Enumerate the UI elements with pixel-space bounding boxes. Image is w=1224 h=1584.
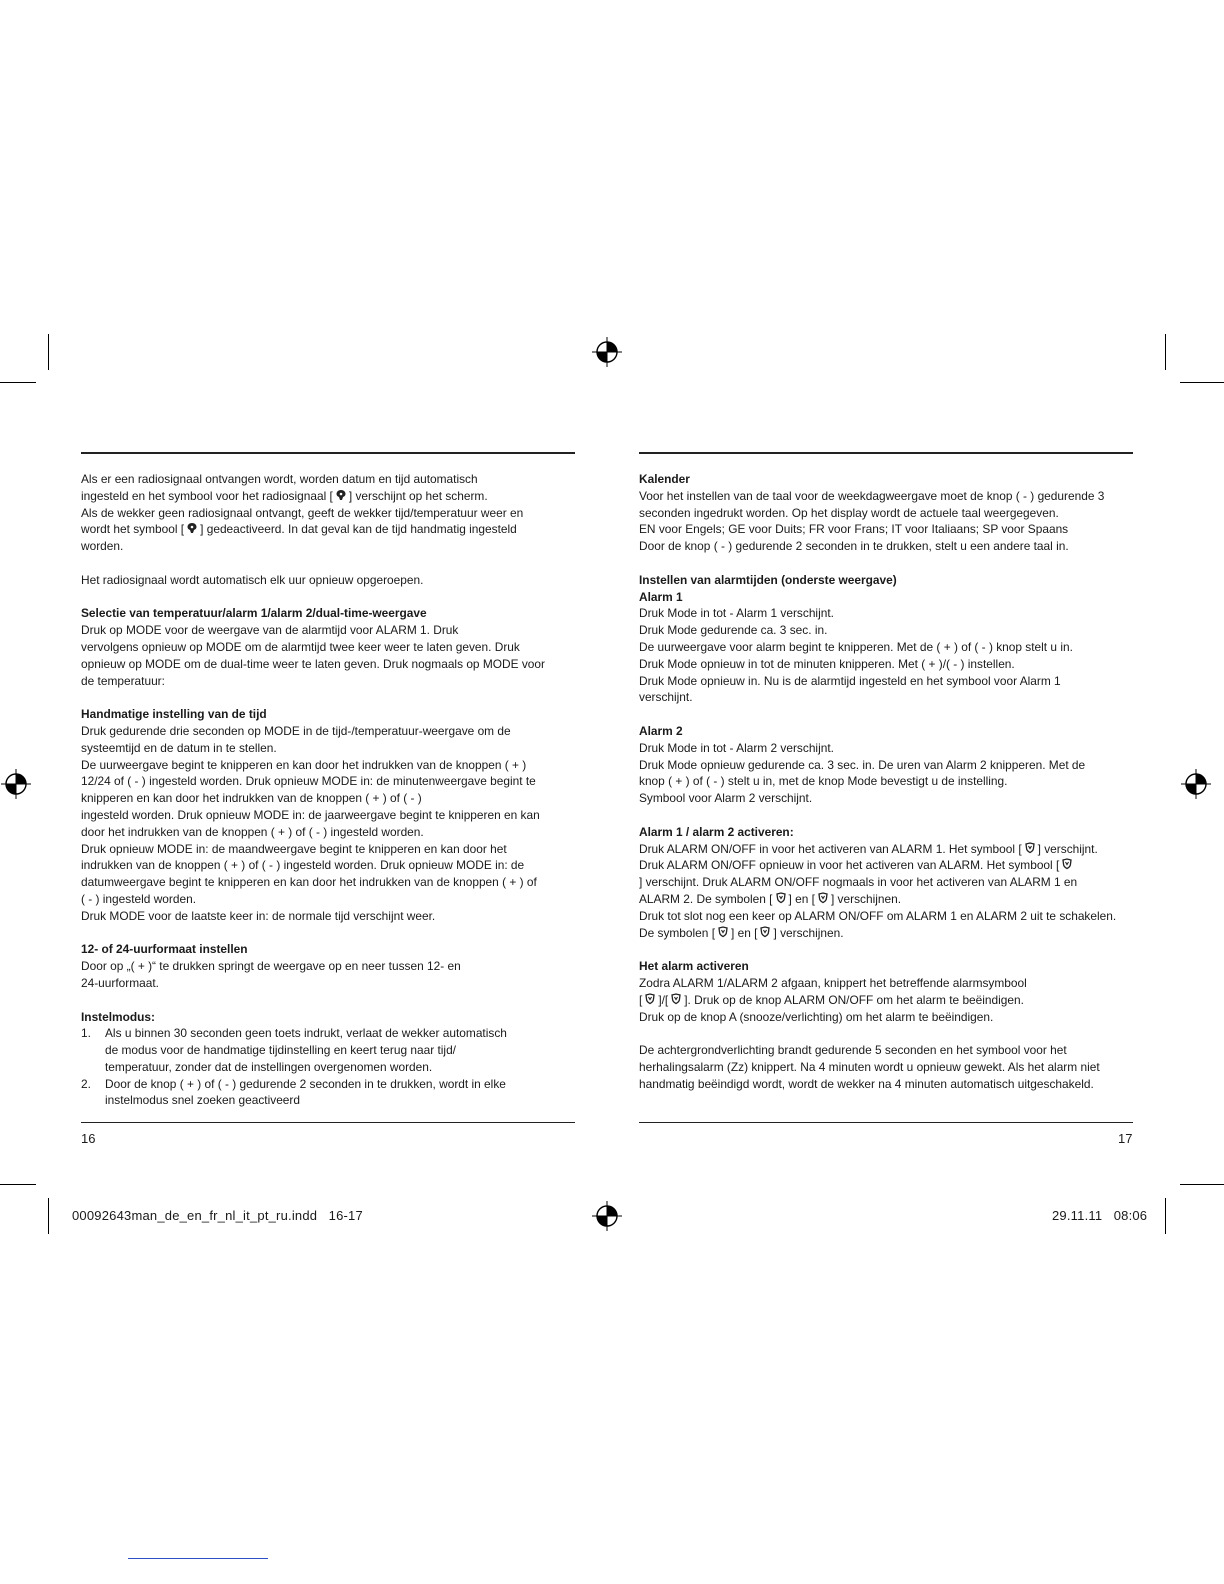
- alarm-bell-icon: [670, 993, 682, 1005]
- instelmodus-list: [81, 1025, 575, 1109]
- body-text-line: [81, 521, 575, 538]
- body-text-line: [81, 975, 575, 992]
- alarm-bell-icon: [759, 926, 771, 938]
- list-item-line: de modus voor de handmatige tijdinstelling en keert terug naar tijd/: [105, 1043, 456, 1058]
- paragraph-spacer: [81, 925, 575, 942]
- crop-mark: [1165, 334, 1166, 370]
- crop-mark: [48, 1198, 49, 1234]
- paragraph-spacer: [639, 941, 1133, 958]
- body-text-line: [81, 471, 575, 488]
- body-text-line: [639, 605, 1133, 622]
- body-text-line: [639, 1076, 1133, 1093]
- body-text-line: [639, 673, 1133, 690]
- crop-mark: [48, 334, 49, 370]
- text-run: Als er een radiosignaal ontvangen wordt, worden datum en tijd automatisch: [81, 472, 478, 486]
- alarm-bell-icon: [775, 892, 787, 904]
- text-run: ] verschijnt. Druk ALARM ON/OFF nogmaals in voor het activeren van ALARM 1 en: [639, 875, 1078, 890]
- text-run: ALARM 2. De symbolen [: [639, 891, 773, 906]
- text-run: Alarm 2: [639, 723, 683, 738]
- text-run: Alarm 1 / alarm 2 activeren:: [639, 824, 794, 839]
- page-number-left: 16: [81, 1131, 96, 1146]
- text-run: Druk Mode opnieuw gedurende ca. 3 sec. in. De uren van Alarm 2 knipperen. Met de: [639, 757, 1086, 772]
- text-run: 12- of 24-uurformaat instellen: [81, 942, 248, 957]
- list-item: [81, 1025, 575, 1075]
- text-run: Door de knop ( - ) gedurende 2 seconden in te drukken, stelt u een andere taal in.: [639, 539, 1069, 554]
- text-run: Kalender: [639, 472, 690, 486]
- text-run: Druk op MODE voor de weergave van de alarmtijd voor ALARM 1. Druk: [81, 623, 459, 638]
- registration-mark-icon: [592, 337, 622, 367]
- text-run: Het radiosignaal wordt automatisch elk uur opnieuw opgeroepen.: [81, 572, 424, 587]
- paragraph-spacer: [81, 689, 575, 706]
- slug-datetime: 29.11.11 08:06: [1052, 1208, 1148, 1223]
- body-text-line: [81, 656, 575, 673]
- body-text-line: [81, 505, 575, 522]
- section-heading: [639, 824, 1133, 841]
- paragraph-spacer: [81, 555, 575, 572]
- radio-signal-icon: [335, 489, 347, 501]
- text-run: de temperatuur:: [81, 673, 165, 688]
- text-run: Druk gedurende drie seconden op MODE in de tijd-/temperatuur-weergave om de: [81, 723, 511, 738]
- paragraph-spacer: [81, 992, 575, 1009]
- text-run: ] verschijnen.: [773, 925, 844, 940]
- text-run: Druk Mode in tot - Alarm 2 verschijnt.: [639, 740, 834, 755]
- body-text-line: [639, 773, 1133, 790]
- right-page-bottom-rule: [639, 1122, 1133, 1123]
- body-text-line: [81, 572, 575, 589]
- text-run: handmatig beëindigd wordt, wordt de wekker na 4 minuten automatisch uitgeschakeld.: [639, 1076, 1094, 1091]
- text-run: De achtergrondverlichting brandt gedurende 5 seconden en het symbool voor het: [639, 1043, 1067, 1058]
- text-run: knipperen en kan door het indrukken van de knoppen ( + ) of ( - ): [81, 791, 422, 806]
- body-text-line: [81, 841, 575, 858]
- page-number-right: 17: [1118, 1131, 1133, 1146]
- text-run: De uurweergave begint te knipperen en kan door het indrukken van de knoppen ( + ): [81, 757, 527, 772]
- text-run: EN voor Engels; GE voor Duits; FR voor Frans; IT voor Italiaans; SP voor Spaans: [639, 522, 1069, 537]
- body-text-line: [639, 521, 1133, 538]
- text-run: verschijnt.: [639, 690, 693, 705]
- body-text-line: [639, 505, 1133, 522]
- list-item-line: Als u binnen 30 seconden geen toets indrukt, verlaat de wekker automatisch: [105, 1026, 507, 1041]
- crop-mark: [1180, 1184, 1224, 1185]
- text-run: systeemtijd en de datum in te stellen.: [81, 740, 277, 755]
- body-text-line: [81, 857, 575, 874]
- body-text-line: [639, 488, 1133, 505]
- text-run: Handmatige instelling van de tijd: [81, 707, 267, 722]
- list-item-line: Door de knop ( + ) of ( - ) gedurende 2 seconden in te drukken, wordt in elke: [105, 1076, 506, 1091]
- left-page-body: [81, 471, 575, 1109]
- body-text-line: [639, 740, 1133, 757]
- paragraph-spacer: [81, 589, 575, 606]
- body-text-line: [81, 757, 575, 774]
- body-text-line: [639, 857, 1133, 874]
- alarm-bell-icon: [817, 892, 829, 904]
- section-heading: [639, 572, 1133, 589]
- body-text-line: [639, 1059, 1133, 1076]
- text-run: ]/[: [658, 992, 669, 1007]
- text-run: De symbolen [: [639, 925, 716, 940]
- text-run: ( - ) ingesteld worden.: [81, 891, 196, 906]
- slug-filename: 00092643man_de_en_fr_nl_it_pt_ru.indd 16-17: [72, 1208, 363, 1223]
- body-text-line: [81, 958, 575, 975]
- body-text-line: [639, 908, 1133, 925]
- list-item-line: instelmodus snel zoeken geactiveerd: [105, 1093, 300, 1108]
- body-text-line: [639, 790, 1133, 807]
- text-run: indrukken van de knoppen ( + ) of ( - ) ingesteld worden. Druk opnieuw MODE in: de: [81, 858, 525, 873]
- alarm-bell-icon: [717, 926, 729, 938]
- body-text-line: [81, 773, 575, 790]
- text-run: ingesteld worden. Druk opnieuw MODE in: de jaarweergave begint te knipperen en kan: [81, 807, 540, 822]
- section-heading: [81, 605, 575, 622]
- body-text-line: [639, 538, 1133, 555]
- list-number: 1.: [81, 1026, 91, 1041]
- body-text-line: [639, 975, 1133, 992]
- alarm-bell-icon: [644, 993, 656, 1005]
- list-item-line: temperatuur, zonder dat de instellingen overgenomen worden.: [105, 1059, 433, 1074]
- list-item: [81, 1076, 575, 1110]
- body-text-line: [81, 891, 575, 908]
- text-run: seconden ingedrukt worden. Op het display wordt de actuele taal weergegeven.: [639, 505, 1059, 520]
- right-page-top-rule: [639, 452, 1133, 454]
- text-run: [: [639, 992, 643, 1007]
- text-run: Instelmodus:: [81, 1009, 155, 1024]
- text-run: herhalingsalarm (Zz) knippert. Na 4 minuten wordt u opnieuw gewekt. Als het alarm niet: [639, 1059, 1100, 1074]
- body-text-line: [639, 891, 1133, 908]
- text-run: wordt het symbool [: [81, 522, 185, 537]
- section-heading: [81, 706, 575, 723]
- body-text-line: [81, 673, 575, 690]
- body-text-line: [81, 538, 575, 555]
- body-text-line: [81, 807, 575, 824]
- text-run: Door op „( + )“ te drukken springt de weergave op en neer tussen 12- en: [81, 959, 461, 974]
- body-text-line: [639, 656, 1133, 673]
- text-run: Druk ALARM ON/OFF in voor het activeren van ALARM 1. Het symbool [: [639, 841, 1022, 856]
- section-heading: [81, 941, 575, 958]
- text-run: ] verschijnen.: [830, 891, 902, 906]
- list-number: 2.: [81, 1076, 91, 1091]
- paragraph-spacer: [639, 807, 1133, 824]
- section-heading: [639, 958, 1133, 975]
- crop-mark: [1180, 382, 1224, 383]
- section-heading: [639, 723, 1133, 740]
- text-run: Druk MODE voor de laatste keer in: de normale tijd verschijnt weer.: [81, 908, 436, 923]
- text-run: vervolgens opnieuw op MODE om de alarmtijd twee keer weer te laten geven. Druk: [81, 639, 520, 654]
- text-run: ] gedeactiveerd. In dat geval kan de tijd handmatig ingesteld: [200, 522, 517, 537]
- section-heading: [639, 589, 1133, 606]
- text-run: datumweergave begint te knipperen en kan door het indrukken van de knoppen ( + ) of: [81, 875, 537, 890]
- body-text-line: [81, 790, 575, 807]
- body-text-line: [81, 740, 575, 757]
- link-underline: [128, 1558, 268, 1559]
- body-text-line: [81, 824, 575, 841]
- crop-mark: [1165, 1198, 1166, 1234]
- body-text-line: [639, 689, 1133, 706]
- text-run: Druk Mode opnieuw in. Nu is de alarmtijd ingesteld en het symbool voor Alarm 1: [639, 673, 1061, 688]
- alarm-bell-icon: [1061, 858, 1073, 870]
- body-text-line: [81, 723, 575, 740]
- text-run: knop ( + ) of ( - ) stelt u in, met de knop Mode bevestigt u de instelling.: [639, 774, 1008, 789]
- body-text-line: [639, 622, 1133, 639]
- text-run: ] en [: [731, 925, 758, 940]
- text-run: 12/24 of ( - ) ingesteld worden. Druk opnieuw MODE in: de minutenweergave begint te: [81, 774, 536, 789]
- text-run: Druk Mode gedurende ca. 3 sec. in.: [639, 623, 828, 638]
- text-run: ] en [: [788, 891, 815, 906]
- registration-mark-icon: [592, 1201, 622, 1231]
- body-text-line: [639, 1042, 1133, 1059]
- left-page-top-rule: [81, 452, 575, 454]
- text-run: opnieuw op MODE om de dual-time weer te laten geven. Druk nogmaals op MODE voor: [81, 656, 545, 671]
- text-run: 24-uurformaat.: [81, 975, 159, 990]
- radio-signal-icon: [186, 522, 198, 534]
- body-text-line: [639, 639, 1133, 656]
- paragraph-spacer: [639, 706, 1133, 723]
- text-run: Selectie van temperatuur/alarm 1/alarm 2/dual-time-weergave: [81, 606, 427, 621]
- body-text-line: [639, 1009, 1133, 1026]
- body-text-line: [639, 992, 1133, 1009]
- body-text-line: [81, 622, 575, 639]
- left-page-bottom-rule: [81, 1122, 575, 1123]
- text-run: Druk Mode in tot - Alarm 1 verschijnt.: [639, 606, 834, 621]
- text-run: Als de wekker geen radiosignaal ontvangt, geeft de wekker tijd/temperatuur weer en: [81, 505, 524, 520]
- body-text-line: [81, 488, 575, 505]
- text-run: Instellen van alarmtijden (onderste weergave): [639, 572, 897, 587]
- registration-mark-icon: [1, 769, 31, 799]
- text-run: Druk tot slot nog een keer op ALARM ON/OFF om ALARM 1 en ALARM 2 uit te schakelen.: [639, 908, 1117, 923]
- body-text-line: [639, 874, 1133, 891]
- text-run: Druk Mode opnieuw in tot de minuten knipperen. Met ( + )/( - ) instellen.: [639, 656, 1015, 671]
- crop-mark: [0, 382, 36, 383]
- right-page-body: [639, 471, 1133, 1092]
- paragraph-spacer: [639, 555, 1133, 572]
- text-run: ] verschijnt op het scherm.: [348, 488, 488, 503]
- text-run: door het indrukken van de knoppen ( + ) of ( - ) ingesteld worden.: [81, 824, 424, 839]
- text-run: worden.: [81, 539, 124, 554]
- text-run: ] verschijnt.: [1037, 841, 1098, 856]
- paragraph-spacer: [639, 1025, 1133, 1042]
- crop-mark: [0, 1184, 36, 1185]
- text-run: Druk ALARM ON/OFF opnieuw in voor het activeren van ALARM. Het symbool [: [639, 858, 1060, 873]
- body-text-line: [639, 925, 1133, 942]
- text-run: Het alarm activeren: [639, 959, 749, 974]
- section-heading: [639, 471, 1133, 488]
- text-run: ]. Druk op de knop ALARM ON/OFF om het alarm te beëindigen.: [684, 992, 1024, 1007]
- alarm-bell-icon: [1024, 842, 1036, 854]
- body-text-line: [81, 639, 575, 656]
- text-run: Voor het instellen van de taal voor de weekdagweergave moet de knop ( - ) gedurende 3: [639, 488, 1105, 503]
- text-run: Zodra ALARM 1/ALARM 2 afgaan, knippert het betreffende alarmsymbool: [639, 975, 1027, 990]
- text-run: Druk op de knop A (snooze/verlichting) om het alarm te beëindigen.: [639, 1009, 994, 1024]
- registration-mark-icon: [1181, 769, 1211, 799]
- text-run: Symbool voor Alarm 2 verschijnt.: [639, 791, 813, 806]
- body-text-line: [639, 757, 1133, 774]
- text-run: Alarm 1: [639, 589, 683, 604]
- text-run: De uurweergave voor alarm begint te knipperen. Met de ( + ) of ( - ) knop stelt u in.: [639, 639, 1073, 654]
- body-text-line: [81, 908, 575, 925]
- section-heading: [81, 1009, 575, 1026]
- body-text-line: [639, 841, 1133, 858]
- body-text-line: [81, 874, 575, 891]
- text-run: ingesteld en het symbool voor het radiosignaal [: [81, 488, 333, 503]
- text-run: Druk opnieuw MODE in: de maandweergave begint te knipperen en kan door het: [81, 841, 507, 856]
